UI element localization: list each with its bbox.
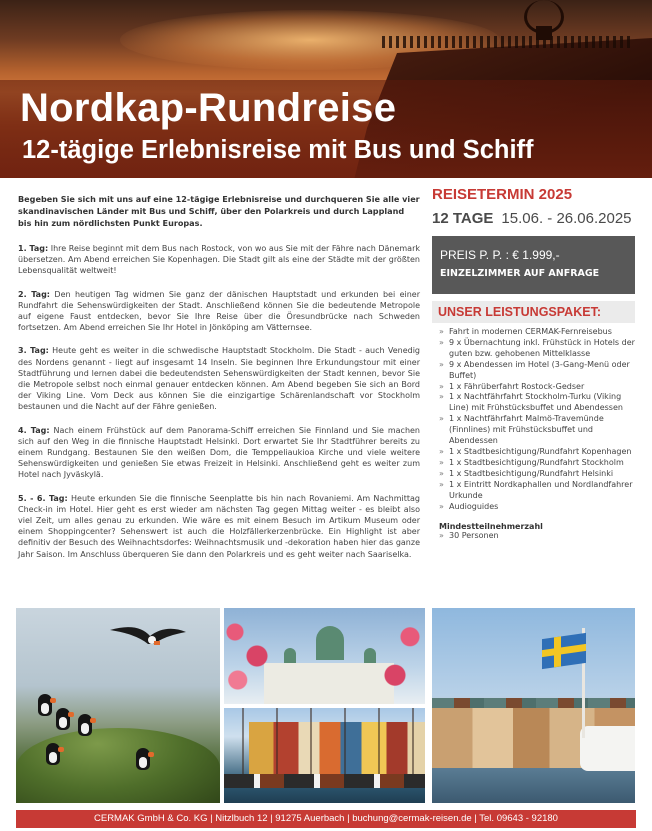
- single-room-note: EINZELZIMMER AUF ANFRAGE: [440, 268, 600, 279]
- stockholm-photo: [432, 608, 635, 803]
- blossoms: [224, 608, 279, 704]
- puffin-icon: [78, 714, 92, 736]
- min-participants-title: Mindestteilnehmerzahl: [439, 522, 543, 532]
- list-item: » 1 x Stadtbesichtigung/Rundfahrt Helsinki: [439, 469, 635, 480]
- grass-rock: [16, 728, 220, 803]
- itinerary-column: [18, 193, 420, 572]
- flying-puffin-icon: [108, 622, 188, 652]
- info-sidebar: [432, 186, 635, 540]
- beak: [90, 718, 96, 723]
- puffin-icon: [56, 708, 70, 730]
- crowd-silhouette: [382, 36, 632, 48]
- hero-banner: [0, 0, 652, 178]
- list-item: » Fahrt in modernen CERMAK-Fernreisebus: [439, 327, 635, 338]
- nyhavn-photo: [224, 708, 425, 803]
- day-5-6: [18, 493, 420, 560]
- day-label: 2. Tag:: [18, 289, 50, 299]
- date-range: 15.06. - 26.06.2025: [501, 210, 632, 227]
- puffin-icon: [46, 743, 60, 765]
- list-item: » 1 x Eintritt Nordkaphallen und Nordlandfahrer Urkunde: [439, 480, 635, 502]
- boats: [224, 774, 425, 788]
- list-item: » 1 x Nachtfährfahrt Malmö-Travemünde (Finnlines) mit Frühstücksbuffet und Abendessen: [439, 414, 635, 447]
- cathedral-dome: [284, 648, 296, 663]
- blossoms: [375, 608, 425, 704]
- list-item: » 9 x Abendessen im Hotel (3-Gang-Menü oder Buffet): [439, 360, 635, 382]
- day-label: 4. Tag:: [18, 425, 50, 435]
- puffins-photo: [16, 608, 220, 803]
- list-item: » 9 x Übernachtung inkl. Frühstück in Hotels der guten bzw. gehobenen Mittelklasse: [439, 338, 635, 360]
- beak: [58, 747, 64, 752]
- list-item: » 1 x Fährüberfahrt Rostock-Gedser: [439, 382, 635, 393]
- swedish-flag-icon: [542, 633, 586, 669]
- day-1: [18, 243, 420, 277]
- day-text: Heute geht es weiter in die schwedische Hauptstadt Stockholm. Die Stadt - auch Venedig des Nordens genannt - liegt auf insgesamt 14 Inseln. Sie beginnen Ihre Erkundungstour mit einer Stadtführung und lernen dabei die bedeutendsten Sehenswürdigkeiten der Stadt kennen, bevor Sie die Metropole selbst noch einmal genauer entdecken können. Am Abend begeben Sie sich an Bord der Viking Line. Vom Deck aus können Sie die einzigartige Schärenlandschaft vor Stockholm bestaunen und die Nacht auf der Fähre genießen.: [18, 346, 420, 412]
- helsinki-cathedral-photo: [224, 608, 425, 704]
- cathedral-dome: [316, 626, 344, 660]
- cruise-ship: [580, 726, 635, 771]
- package-title: UNSER LEISTUNGSPAKET:: [432, 301, 635, 323]
- list-item: » 1 x Stadtbesichtigung/Rundfahrt Stockholm: [439, 458, 635, 469]
- day-2: [18, 289, 420, 334]
- flag-cross-horizontal: [542, 644, 586, 657]
- globe-stand: [536, 26, 552, 40]
- beak: [50, 698, 56, 703]
- price: PREIS P. P. : € 1.999,-: [440, 248, 560, 262]
- beak: [148, 752, 154, 757]
- day-4: [18, 425, 420, 481]
- footer-contact: CERMAK GmbH & Co. KG | Nitzlbuch 12 | 91275 Auerbach | buchung@cermak-reisen.de | Tel. 09643 - 92180: [16, 810, 636, 828]
- day-text: Den heutigen Tag widmen Sie ganz der dänischen Hauptstadt und erkunden bei einer Rundfahrt die Sehenswürdigkeiten der Stadt. Anschließend können Sie die bedeutende Metropole auf eigene Faust entdecken, bevor Sie Ihre Reise über die Öresundbrücke nach Schweden fortsetzen. Am Abend erreichen Sie Ihr Hotel in Jönköping am Vätternsee.: [18, 289, 421, 333]
- travel-dates: [432, 210, 635, 227]
- puffin-icon: [136, 748, 150, 770]
- day-text: Nach einem Frühstück auf dem Panorama-Schiff erreichen Sie Finnland und Sie machen sich auf den Weg in die finnische Hauptstadt Helsinki. Dort erwartet Sie Ihr Stadtführer bereits zu einem Rundgang. Bestaunen Sie den weißen Dom, die Temppeliaukioa Kirche und viele weitere Sehenswürdigkeiten und genießen Sie etwas Freizeit in Helsinki. Anschließend geht es weiter zum Hotel nach Jyväskylä.: [18, 425, 421, 480]
- duration: 12 TAGE: [432, 210, 494, 227]
- puffin-icon: [38, 694, 52, 716]
- list-item: » 1 x Nachtfährfahrt Stockholm-Turku (Viking Line) mit Frühstücksbuffet und Abendessen: [439, 392, 635, 414]
- page-title: Nordkap-Rundreise: [20, 86, 397, 130]
- price-box: [432, 236, 635, 294]
- page-subtitle: 12-tägige Erlebnisreise mit Bus und Schiff: [22, 136, 534, 164]
- beak: [68, 712, 74, 717]
- package-list: [432, 327, 635, 512]
- day-text: Ihre Reise beginnt mit dem Bus nach Rostock, von wo aus Sie mit der Fähre nach Dänemark übersetzen. Am Abend erreichen Sie Kopenhagen. Die Stadt gilt als eine der Städte mit der größten Lebensqualität weltweit!: [18, 244, 421, 276]
- intro-text: Begeben Sie sich mit uns auf eine 12-tägige Erlebnisreise und durchqueren Sie alle vier skandinavischen Länder mit Bus und Schiff, über den Polarkreis und durch Lappland bis hin zum nördlichsten Punkt Europas.: [18, 194, 420, 228]
- list-item: » Audioguides: [439, 502, 635, 513]
- termin-title: REISETERMIN 2025: [432, 186, 573, 203]
- day-text: Heute erkunden Sie die finnische Seenplatte bis hin nach Rovaniemi. Am Nachmittag Check-in im Hotel. Hier geht es erst wieder am nächsten Tag gegen Mittag weiter - es bleibt also viel Zeit, um alles genau zu erkunden. Wie wäre es mit einem Besuch im Artikum Museum oder einem Shoppingcenter? Sehenswert ist auch die Holzfällerkerzenbrücke. Ein Highlight ist aber definitiv der Besuch des Weihnachtsdorfes: Weihnachtsmusik und -dekoration haben hier das ganze Jahr Saison. Im Anschluss überqueren Sie dann den Polarkreis und es geht weiter nach Saariselka.: [18, 493, 421, 559]
- day-label: 1. Tag:: [18, 244, 49, 253]
- day-label: 5. - 6. Tag:: [18, 493, 68, 503]
- day-3: [18, 345, 420, 412]
- list-item: » 1 x Stadtbesichtigung/Rundfahrt Kopenhagen: [439, 447, 635, 458]
- day-label: 3. Tag:: [18, 346, 49, 356]
- water: [432, 768, 635, 803]
- min-participants-value: » 30 Personen: [432, 531, 635, 540]
